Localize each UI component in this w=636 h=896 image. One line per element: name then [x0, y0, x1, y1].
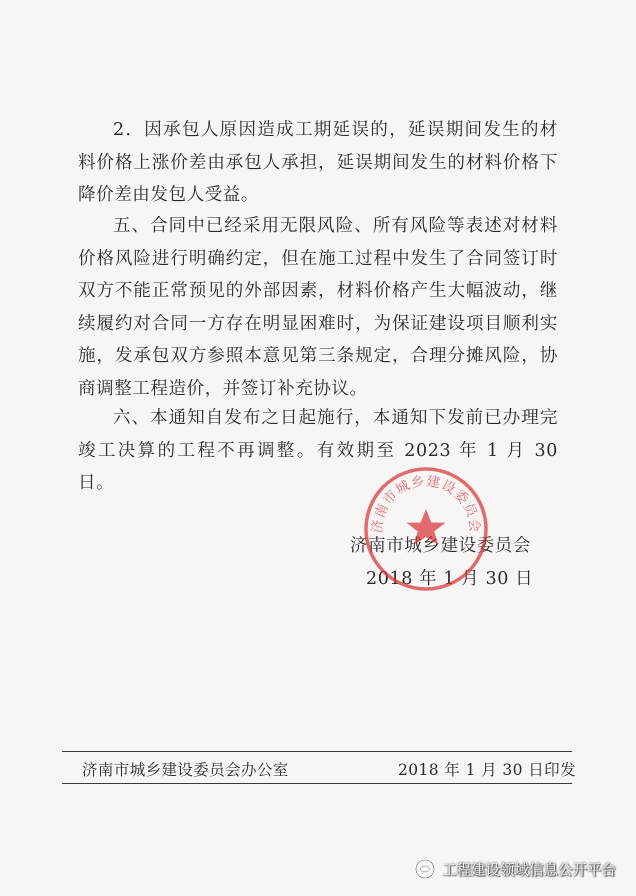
paragraph-item-2: 2．因承包人原因造成工期延误的，延误期间发生的材料价格上涨价差由承包人承担，延误期间发生的材料价格下降价差由发包人受益。: [78, 120, 558, 205]
signature-organization: 济南市城乡建设委员会: [350, 536, 531, 556]
seal-star: [407, 509, 446, 545]
footer-print-date: 2018 年 1 月 30 日印发: [398, 761, 576, 779]
seal-text: 济南市城乡建设委员会: [369, 473, 483, 534]
paragraph-section-6: 六、本通知自发布之日起施行，本通知下发前已办理完竣工决算的工程不再调整。有效期至 2023 年 1 月 30 日。: [78, 408, 558, 493]
footer-rule-top: [62, 751, 572, 752]
watermark: [414, 856, 616, 882]
footer-issuer: 济南市城乡建设委员会办公室: [82, 761, 289, 779]
paragraph-section-5: 五、合同中已经采用无限风险、所有风险等表述对材料价格风险进行明确约定，但在施工过程中发生了合同签订时双方不能正常预见的外部因素，材料价格产生大幅波动，继续履约对合同一方存在明显困难时，为保证建设项目顺利实施，发承包双方参照本意见第三条规定，合理分摊风险，协商调整工程造价，并签订补充协议。: [78, 216, 558, 399]
footer-rule-bottom: [62, 783, 572, 784]
wechat-channel-icon: [414, 858, 436, 880]
signature-date: 2018 年 1 月 30 日: [366, 569, 534, 589]
watermark-text: 工程建设领域信息公开平台: [442, 862, 616, 879]
official-seal: [362, 465, 490, 593]
